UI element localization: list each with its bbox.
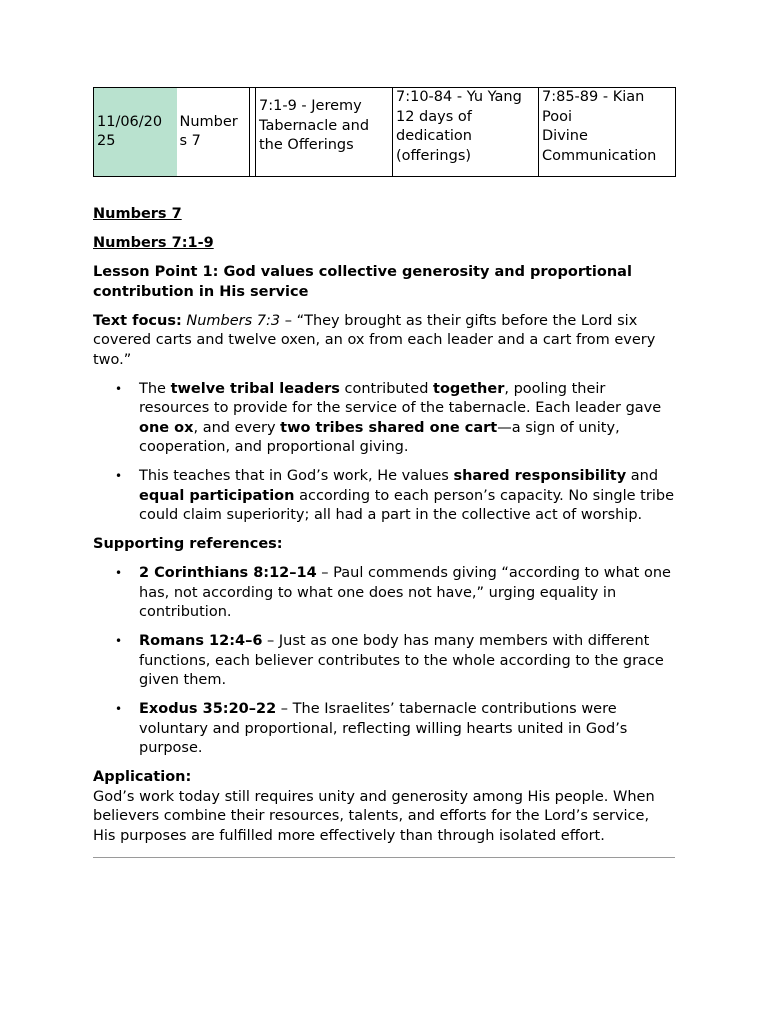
reference-ref: 2 Corinthians 8:12–14 — [139, 565, 317, 581]
text-focus-quote: – “They brought as their gifts before the Lord six covered carts and twelve oxen, an ox from each leader and a cart from every two.” — [93, 312, 656, 368]
supporting-heading: Supporting references: — [93, 536, 283, 552]
reading-cell-1 — [256, 88, 393, 177]
book-cell: Number s 7 — [177, 88, 250, 177]
list-item — [139, 564, 675, 623]
document-page — [93, 87, 675, 858]
reading-schedule-table — [93, 87, 676, 177]
passage-heading: Numbers 7:1-9 — [93, 235, 214, 251]
list-item: • The twelve tribal leaders contributed together, pooling their resources to provide for the service of the tabernacle. Each leader gave one ox, and every two tribes shared one cart—a sign of unity, cooperation, and proportional giving. — [139, 380, 675, 458]
reading-title: Tabernacle and the Offerings — [259, 117, 370, 153]
date-cell: 11/06/20 25 — [94, 88, 177, 177]
application-heading: Application: — [93, 769, 192, 785]
reference-text: – The Israelites’ tabernacle contributions were voluntary and proportional, reflecting willing hearts united in God’s purpose. — [139, 701, 628, 756]
horizontal-rule — [93, 857, 675, 858]
table-row — [94, 88, 676, 177]
list-item: • This teaches that in God’s work, He values shared responsibility and equal participation according to each person’s capacity. No single tribe could claim superiority; all had a part in the collective act of worship. — [139, 467, 675, 526]
lesson-title: Lesson Point 1: God values collective generosity and proportional contribution in His service — [93, 264, 632, 300]
text-focus-ref: Numbers 7:3 — [186, 312, 281, 329]
reading-cell-2 — [393, 88, 539, 177]
chapter-heading: Numbers 7 — [93, 206, 182, 222]
lesson-bullets — [93, 380, 675, 526]
reading-cell-3 — [539, 88, 676, 177]
reference-ref: Exodus 35:20–22 — [139, 701, 277, 717]
reading-ref: 7:1-9 - Jeremy — [259, 98, 362, 114]
text-focus — [93, 312, 675, 371]
supporting-references — [93, 564, 675, 759]
reference-text: – Just as one body has many members with different functions, each believer contributes to the whole according to the grace given them. — [139, 633, 664, 688]
application-text: God’s work today still requires unity and generosity among His people. When believers combine their resources, talents, and efforts for the Lord’s service, His purposes are fulfilled more effectively than through isolated effort. — [93, 788, 655, 844]
reference-text: – Paul commends giving “according to what one has, not according to what one does not have,” urging equality in contribution. — [139, 565, 671, 620]
reading-title: Divine Communication — [542, 128, 657, 164]
reference-ref: Romans 12:4–6 — [139, 633, 263, 649]
list-item — [139, 632, 675, 691]
text-focus-label: Text focus: — [93, 312, 182, 329]
list-item — [139, 700, 675, 759]
reading-ref: 7:85-89 - Kian Pooi — [542, 89, 645, 125]
reading-title: 12 days of dedication (offerings) — [396, 108, 472, 164]
reading-ref: 7:10-84 - Yu Yang — [396, 89, 522, 105]
